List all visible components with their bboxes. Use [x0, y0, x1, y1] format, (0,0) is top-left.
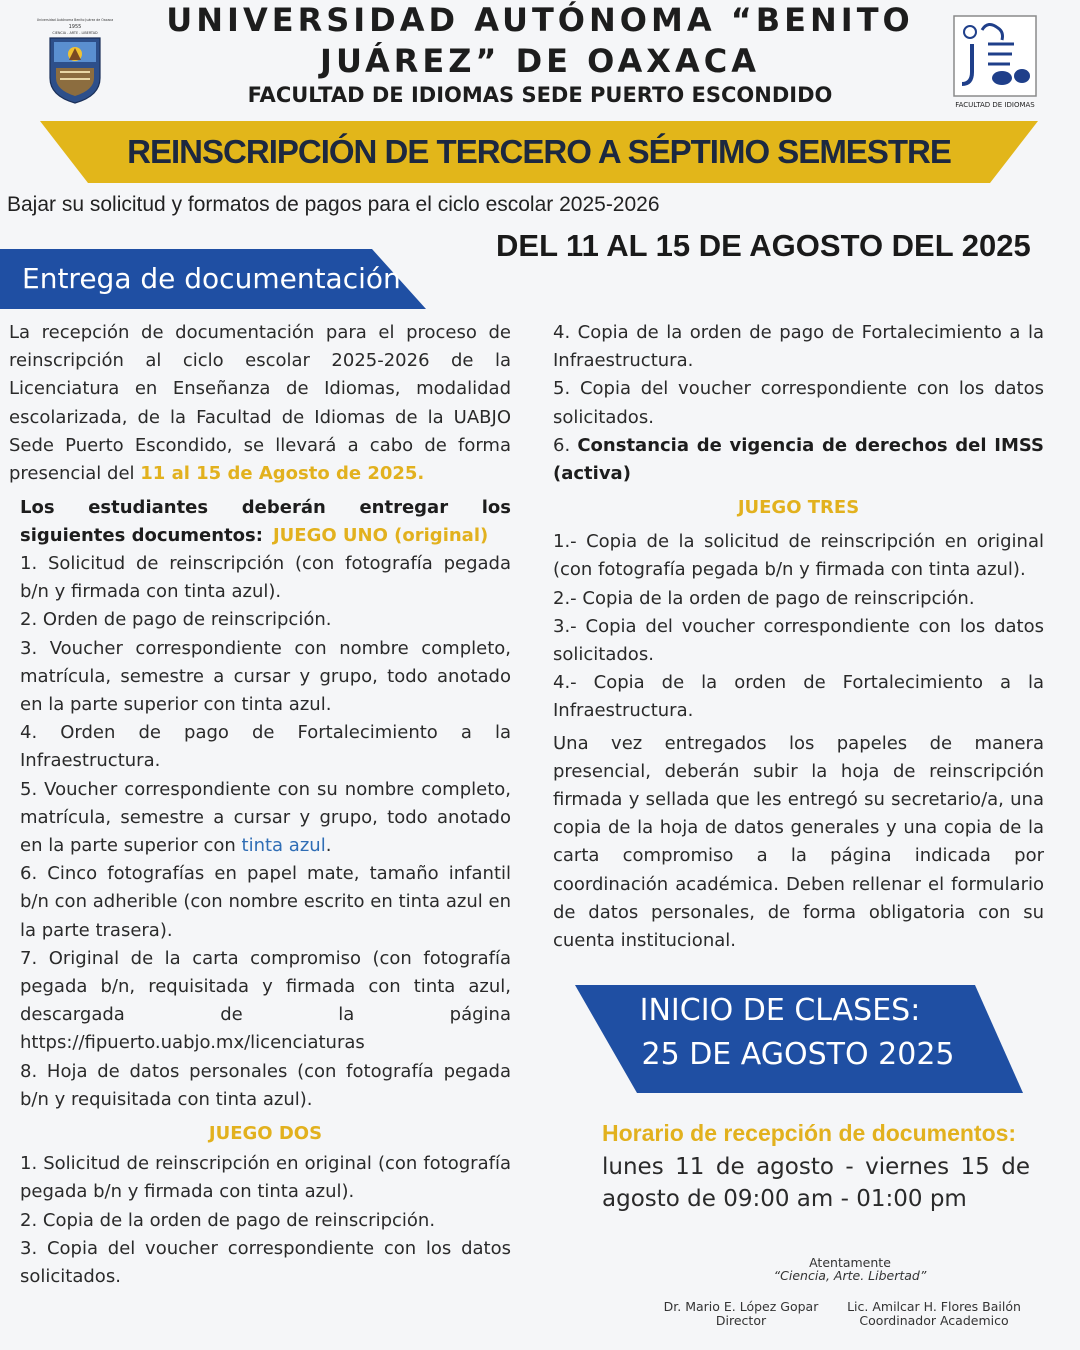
university-title: UNIVERSIDAD AUTÓNOMA “BENITO JUÁREZ” DE OAXACA [166, 1, 914, 80]
signer-director [650, 1300, 832, 1328]
list-item: 1.- Copia de la solicitud de reinscripción en original (con fotografía pegada b/n y firmada con tinta azul). [553, 531, 1044, 581]
list-item: 3. Voucher correspondiente con nombre completo, matrícula, semestre a cursar y grupo, todo anotado en la parte superior con tinta azul. [20, 637, 511, 716]
juego-dos-list [20, 1150, 511, 1291]
banner-title: REINSCRIPCIÓN DE TERCERO A SÉPTIMO SEMESTRE [127, 133, 951, 170]
faculty-name: FACULTAD DE IDIOMAS SEDE PUERTO ESCONDIDO [247, 83, 833, 107]
juego-tres-heading: JUEGO TRES [737, 497, 860, 519]
subtitle: Bajar su solicitud y formatos de pagos para el ciclo escolar 2025-2026 [7, 193, 660, 216]
left-column [20, 494, 511, 1291]
intro-paragraph [9, 319, 511, 488]
juego-tres-list [553, 528, 1044, 725]
horario-text: lunes 11 de agosto - viernes 15 de agosto de 09:00 am - 01:00 pm [602, 1154, 1030, 1212]
faculty-logo-caption: FACULTAD DE IDIOMAS [955, 101, 1035, 109]
list-item: 4.- Copia de la orden de Fortalecimiento a la Infraestructura. [553, 672, 1044, 722]
intro-dates-highlight: 11 al 15 de Agosto de 2025. [140, 463, 425, 485]
list-item: 4. Copia de la orden de pago de Fortalecimiento a la Infraestructura. [553, 322, 1044, 372]
right-column [553, 319, 1044, 955]
svg-text:Universidad Autónoma Benito Ju: Universidad Autónoma Benito Juárez de Oaxaca [36, 18, 114, 22]
list-item: 8. Hoja de datos personales (con fotografía pegada b/n y requisitada con tinta azul). [20, 1060, 511, 1110]
juego-uno-heading: JUEGO UNO (original) [272, 525, 489, 546]
juego-dos-list-cont [553, 319, 1044, 432]
juego-dos-heading: JUEGO DOS [208, 1123, 323, 1145]
item6-prefix: 6. [553, 434, 578, 456]
university-seal-logo [36, 16, 114, 104]
faculty-logo [952, 14, 1038, 110]
list-item: 3.- Copia del voucher correspondiente con los datos solicitados. [553, 615, 1044, 666]
list-item: 2. Orden de pago de reinscripción. [20, 609, 332, 631]
juego-uno-list [20, 550, 511, 776]
signer2-role: Coordinador Academico [859, 1313, 1009, 1328]
intro-text: La recepción de documentación para el proceso de reinscripción al ciclo escolar 2025-2026 de la Licenciatura en Enseñanza de Idiomas, modalidad escolarizada, de la Facultad de Idiomas de la UABJO Sede Puerto Escondido, se llevará a cabo de forma presencial del [9, 322, 511, 485]
section-tab-title: Entrega de documentación [22, 262, 401, 295]
documents-lead-text: Los estudiantes deberán entregar los siguientes documentos: [20, 497, 511, 546]
list-item: 1. Solicitud de reinscripción (con fotografía pegada b/n y firmada con tinta azul). [20, 553, 511, 603]
list-item: 5. Copia del voucher correspondiente con los datos solicitados. [553, 378, 1044, 428]
juego-uno-list-rest [20, 860, 511, 1114]
list-item: 2. Copia de la orden de pago de reinscripción. [20, 1209, 436, 1231]
list-item: 7. Original de la carta compromiso (con fotografía pegada b/n, requisitada y firmada con tinta azul, descargada de la página https://fipuerto.uabjo.mx/licenciaturas [20, 947, 511, 1054]
list-item: 1. Solicitud de reinscripción en original (con fotografía pegada b/n y firmada con tinta azul). [20, 1153, 511, 1203]
seal-year: 1955 [68, 24, 82, 30]
list-item [553, 432, 1044, 488]
list-item: 6. Cinco fotografías en papel mate, tamaño infantil b/n con adherible (con nombre escrito en tinta azul en la parte trasera). [20, 863, 511, 941]
signer-coordinator [836, 1300, 1032, 1328]
item5-text: 5. Voucher correspondiente con su nombre completo, matrícula, semestre a cursar y grupo, todo anotado en la parte superior con [20, 778, 511, 857]
list-item [20, 776, 511, 861]
closing-paragraph: Una vez entregados los papeles de manera presencial, deberán subir la hoja de reinscripción firmada y sellada que les entregó su secretario/a, una copia de la hoja de datos generales y una copia de la carta compromiso a la página indicada por coordinación académica. Deben rellenar el formulario de datos personales, de forma obligatoria con su cuenta institucional. [553, 732, 1044, 952]
item6-bold: Constancia de vigencia de derechos del IMSS (activa) [553, 434, 1044, 485]
signer1-name: Dr. Mario E. López Gopar [663, 1299, 819, 1314]
signer2-name: Lic. Amilcar H. Flores Bailón [847, 1299, 1021, 1314]
inicio-line1: INICIO DE CLASES: [639, 993, 921, 1028]
closing-motto: “Ciencia, Arte. Libertad” [773, 1268, 927, 1283]
seal-motto: CIENCIA - ARTE - LIBERTAD [52, 31, 98, 35]
item5-end: . [325, 835, 332, 857]
horario-title: Horario de recepción de documentos: [602, 1120, 1017, 1146]
date-range: DEL 11 AL 15 DE AGOSTO DEL 2025 [496, 228, 1031, 263]
closing-atentamente: Atentamente [809, 1255, 891, 1270]
inicio-line2: 25 DE AGOSTO 2025 [641, 1037, 955, 1072]
list-item: 3. Copia del voucher correspondiente con los datos solicitados. [20, 1237, 511, 1288]
documents-lead [20, 494, 511, 550]
signer1-role: Director [715, 1313, 767, 1328]
list-item: 4. Orden de pago de Fortalecimiento a la Infraestructura. [20, 722, 511, 772]
list-item: 2.- Copia de la orden de pago de reinscripción. [553, 587, 975, 609]
item5-highlight: tinta azul [241, 835, 326, 857]
